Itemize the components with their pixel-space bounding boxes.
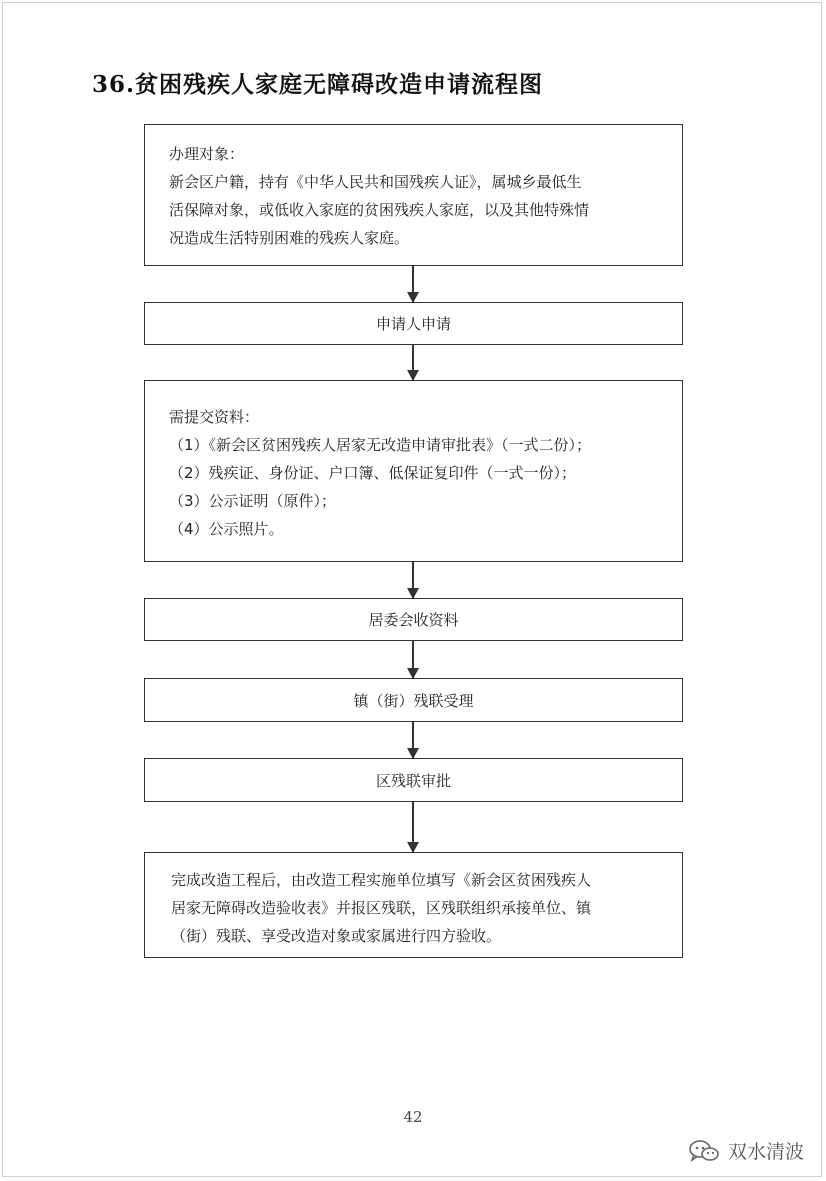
flow-arrow	[412, 722, 414, 758]
materials-item: （2）残疾证、身份证、户口簿、低保证复印件（一式一份）；	[169, 464, 577, 482]
eligibility-heading: 办理对象：	[169, 145, 245, 163]
watermark	[688, 1137, 804, 1164]
step-collect-label: 居委会收资料	[368, 611, 459, 629]
eligibility-line: 新会区户籍，持有《中华人民共和国残疾人证》，属城乡最低生	[169, 173, 582, 191]
step-accept-label: 镇（街）残联受理	[353, 691, 474, 710]
flow-arrow	[412, 641, 414, 678]
materials-item: （3）公示证明（原件）；	[169, 492, 337, 510]
wechat-icon	[688, 1139, 720, 1163]
flow-arrow	[412, 802, 414, 852]
step-accept-box	[144, 678, 683, 722]
flow-arrow	[412, 562, 414, 598]
completion-line: （街）残联、享受改造对象或家属进行四方验收。	[171, 927, 502, 945]
completion-line: 完成改造工程后，由改造工程实施单位填写《新会区贫困残疾人	[171, 871, 592, 889]
completion-box	[144, 852, 683, 958]
completion-line: 居家无障碍改造验收表》并报区残联，区残联组织承接单位、镇	[171, 899, 592, 917]
watermark-text: 双水清波	[727, 1141, 804, 1163]
eligibility-line: 况造成生活特别困难的残疾人家庭。	[169, 229, 410, 247]
step-approve-label: 区残联审批	[375, 771, 451, 790]
eligibility-line: 活保障对象，或低收入家庭的贫困残疾人家庭，以及其他特殊情	[169, 201, 590, 219]
materials-item: （1）《新会区贫困残疾人居家无改造申请审批表》（一式二份）；	[169, 436, 592, 454]
eligibility-box	[144, 124, 683, 266]
materials-heading: 需提交资料：	[169, 408, 260, 426]
step-collect-box	[144, 598, 683, 641]
flow-arrow	[412, 266, 414, 302]
materials-item: （4）公示照片。	[169, 520, 284, 538]
step-approve-box	[144, 758, 683, 802]
flow-arrow	[412, 345, 414, 380]
step-apply-label: 申请人申请	[375, 315, 451, 333]
page-number: 42	[403, 1108, 423, 1126]
materials-box	[144, 380, 683, 562]
page-title: 36.贫困残疾人家庭无障碍改造申请流程图	[92, 71, 544, 98]
step-apply-box	[144, 302, 683, 345]
